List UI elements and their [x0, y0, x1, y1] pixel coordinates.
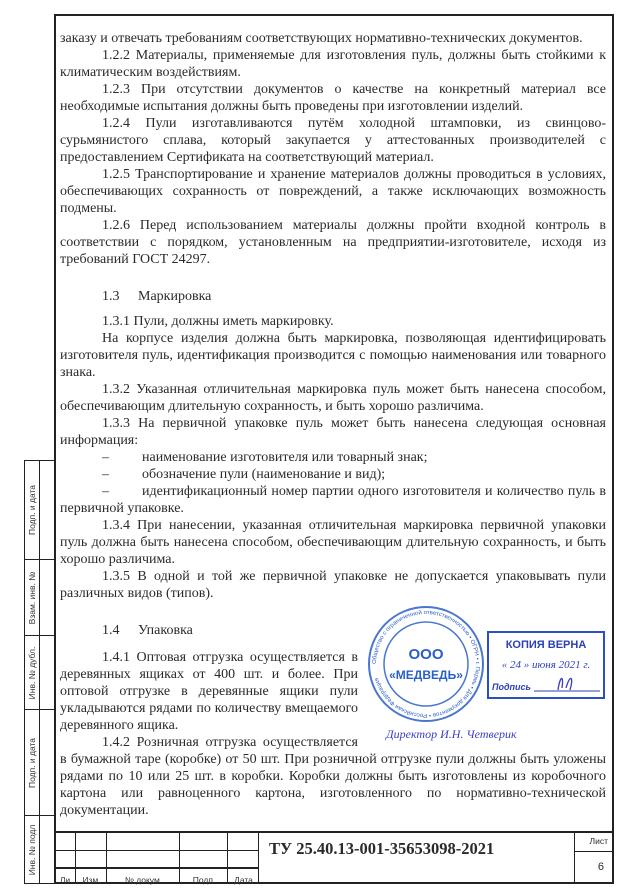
document-code: ТУ 25.40.13-001-35653098-2021: [269, 839, 495, 858]
section-number: 1.4: [102, 623, 120, 638]
document-body: [60, 30, 606, 819]
paragraph-1-3-2: 1.3.2 Указанная отличительная маркировка пуль может быть нанесена способом, обеспечивающим длительную сохранность, и быть хорошо различима.: [60, 382, 606, 414]
paragraph-1-4-1: 1.4.1 Оптовая отгрузка осуществляется в деревянных ящиках от 400 шт. и более. При оптовой отгрузке в деревянные ящики пули укладываются рядами по количеству вмещаемого деревянного ящика.: [60, 650, 358, 733]
copy-title: КОПИЯ ВЕРНА: [505, 639, 587, 651]
section-title: Маркировка: [138, 289, 212, 304]
paragraph-1-4-2: 1.4.2 Розничная отгрузка осуществляется в бумажной таре (коробке) от 50 шт. При розничной отгрузке пули должны быть уложены рядами по 10 или 25 шт. в коробки. Коробки должны быть изготовлены из коробочного картона или равноценного картона, изготовленного по нормативно-технической документации.: [60, 735, 606, 818]
section-title: Упаковка: [138, 623, 193, 638]
list-item: [60, 449, 606, 466]
copy-signature-label: Подпись: [492, 682, 531, 692]
paragraph-1-2-4: 1.2.4 Пули изготавливаются путём холодной штамповки, из свинцово-сурьмянистого сплава, который закупается у аттестованных производителей с предоставлением Сертификата на соответствующий материал.: [60, 116, 606, 165]
paragraph-1-2-6: 1.2.6 Перед использованием материалы должны пройти входной контроль в соответствии с порядком, установленным на предприятии-изготовителе, исходя из требований ГОСТ 24297.: [60, 218, 606, 267]
certified-copy-stamp: [366, 604, 606, 744]
strip-dup-inv: [24, 636, 54, 710]
signature-mark: [558, 678, 572, 690]
paragraph-1-3-1b: На корпусе изделия должна быть маркировка, позволяющая идентифицировать изготовителя пуль, идентификация производится с помощью наименования или товарного знака.: [60, 331, 606, 380]
seal-ring-text: Общество с ограниченной ответственностью • ОГРН • г. Пермь • Для документов • Российская Федерация: [371, 609, 481, 719]
list-text: обозначение пули (наименование и вид);: [142, 467, 386, 482]
column-label-change: Изм.: [82, 875, 101, 885]
list-dash: –: [102, 450, 109, 465]
strip-orig-inv: [24, 816, 54, 884]
sheet-number: 6: [597, 861, 604, 873]
list-text: идентификационный номер партии одного изготовителя и количество пуль в первичной упаковке.: [60, 484, 606, 516]
column-label-doc-number: № докум.: [124, 875, 163, 885]
strip-sign-date-1: [24, 460, 54, 560]
strip-label: Взам. инв. №: [27, 571, 37, 624]
company-seal: [369, 607, 483, 721]
paragraph-1-3-4: 1.3.4 При нанесении, указанная отличительная маркировка первичной упаковки пуль должна быть нанесена способом, обеспечивающим длительную сохранность, и быть хорошо различима.: [60, 518, 606, 567]
copy-date: « 24 » июня 2021 г.: [501, 659, 591, 671]
section-number: 1.3: [102, 289, 120, 304]
strip-label: Инв. № подл: [27, 824, 37, 875]
paragraph-1-2-3: 1.2.3 При отсутствии документов о качестве на конкретный материал все необходимые испытания должны быть проведены при изготовлении изделий.: [60, 82, 606, 114]
list-text: наименование изготовителя или товарный знак;: [142, 450, 428, 465]
list-dash: –: [102, 484, 109, 499]
list-item: [60, 466, 606, 483]
paragraph-1-2-5: 1.2.5 Транспортирование и хранение материалов должны проводиться в условиях, обеспечивающих сохранность от повреждений, а также исключающих возможность подмены.: [60, 167, 606, 216]
paragraph-1-3-5: 1.3.5 В одной и той же первичной упаковке не допускается упаковывать пули различных видов (типов).: [60, 569, 606, 601]
title-block: [54, 831, 614, 886]
seal-center-text: ООО: [408, 646, 444, 663]
column-label-li: Ли: [59, 875, 71, 885]
paragraph-1-3-3: 1.3.3 На первичной упаковке пуль может быть нанесена следующая основная информация:: [60, 416, 606, 448]
paragraph-1-3-1: 1.3.1 Пули, должны иметь маркировку.: [102, 314, 334, 329]
column-label-signature: Подп.: [192, 875, 216, 885]
strip-label: Инв. № дубл.: [27, 646, 37, 699]
paragraph-continuation: заказу и отвечать требованиям соответствующих нормативно-технических документов.: [60, 31, 583, 46]
list-item: [60, 483, 606, 517]
strip-sign-date-2: [24, 710, 54, 816]
handwritten-note: Директор И.Н. Четверик: [386, 727, 517, 741]
sheet-label: Лист: [589, 836, 608, 846]
section-heading-1-3: [60, 288, 606, 305]
strip-label: Подп. и дата: [27, 484, 37, 536]
paragraph-1-2-2: 1.2.2 Материалы, применяемые для изготовления пуль, должны быть стойкими к климатическим воздействиям.: [60, 48, 606, 80]
column-label-date: Дата: [234, 875, 253, 885]
seal-company-name: «МЕДВЕДЬ»: [389, 668, 463, 682]
svg-text:Общество с ограниченной ответс: [372, 609, 480, 718]
list-dash: –: [102, 467, 109, 482]
strip-replace-inv: [24, 560, 54, 636]
strip-label: Подп. и дата: [27, 737, 37, 788]
